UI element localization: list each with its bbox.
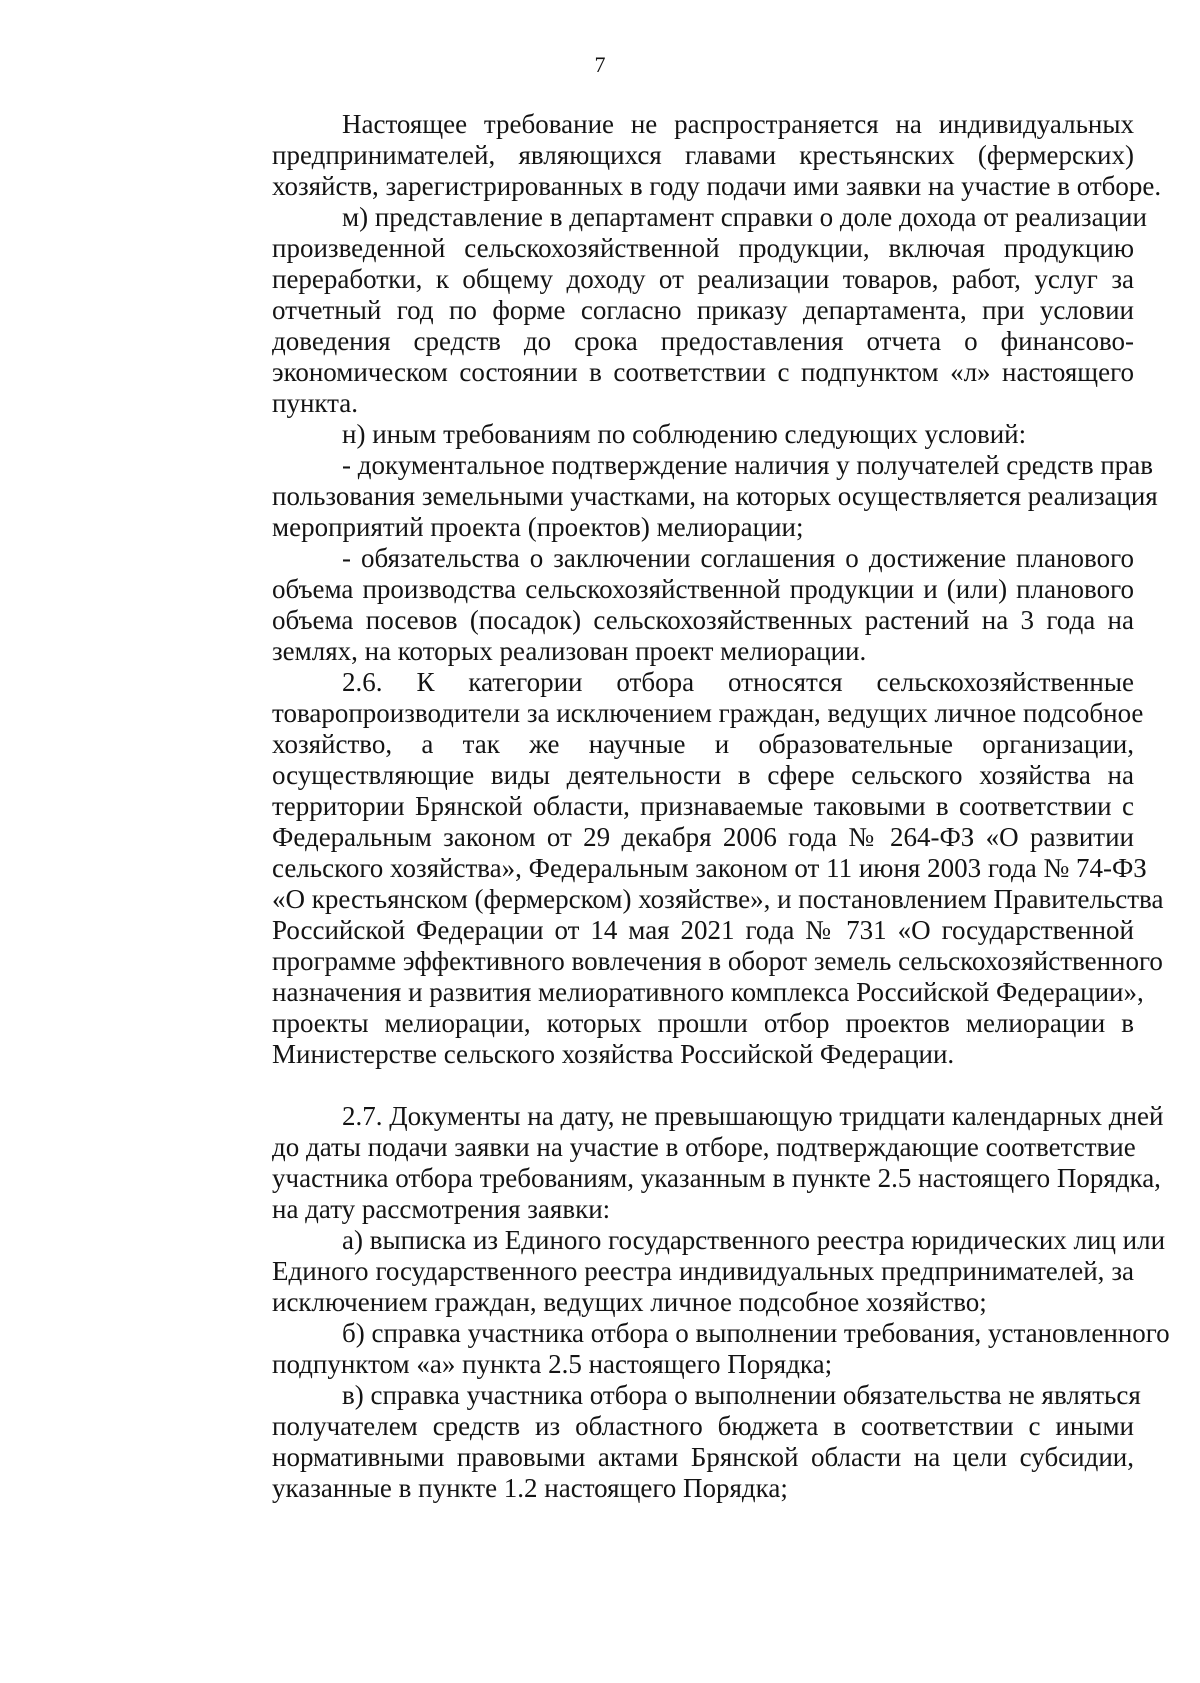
text-line: б) справка участника отбора о выполнении требования, установленного	[342, 1318, 1170, 1348]
text-line: до даты подачи заявки на участие в отборе, подтверждающие соответствие	[272, 1132, 1136, 1162]
text-line: товаропроизводители за исключением граждан, ведущих личное подсобное	[272, 698, 1144, 728]
text-line: экономическом состоянии в соответствии с подпунктом «л» настоящего	[272, 357, 1134, 387]
text-line: осуществляющие виды деятельности в сфере сельского хозяйства на	[272, 760, 1134, 790]
text-line: участника отбора требованиям, указанным в пункте 2.5 настоящего Порядка,	[272, 1163, 1161, 1193]
text-line: указанные в пункте 1.2 настоящего Порядка;	[272, 1473, 788, 1503]
text-line: доведения средств до срока предоставления отчета о финансово-	[272, 326, 1134, 356]
text-line: Настоящее требование не распространяется на индивидуальных	[342, 109, 1134, 139]
text-line: в) справка участника отбора о выполнении обязательства не являться	[342, 1380, 1141, 1410]
text-line: м) представление в департамент справки о доле дохода от реализации	[342, 202, 1147, 232]
text-line: нормативными правовыми актами Брянской области на цели субсидии,	[272, 1442, 1134, 1472]
text-line: хозяйств, зарегистрированных в году подачи ими заявки на участие в отборе.	[272, 171, 1162, 201]
text-line: - обязательства о заключении соглашения о достижение планового	[342, 543, 1134, 573]
text-line: программе эффективного вовлечения в оборот земель сельскохозяйственного	[272, 946, 1163, 976]
text-line: получателем средств из областного бюджета в соответствии с иными	[272, 1411, 1134, 1441]
paragraph-p6	[202, 667, 1164, 1070]
paragraph-p4	[202, 450, 1158, 543]
text-line: Министерстве сельского хозяйства Российской Федерации.	[272, 1039, 955, 1069]
text-line: землях, на которых реализован проект мелиорации.	[272, 636, 867, 666]
text-line: «О крестьянском (фермерском) хозяйстве», и постановлением Правительства	[272, 884, 1164, 914]
text-line: пункта.	[272, 388, 359, 418]
text-line: объема производства сельскохозяйственной продукции и (или) планового	[272, 574, 1134, 604]
text-line: Российской Федерации от 14 мая 2021 года № 731 «О государственной	[272, 915, 1134, 945]
text-line: предпринимателей, являющихся главами крестьянских (фермерских)	[272, 140, 1134, 170]
text-line: объема посевов (посадок) сельскохозяйственных растений на 3 года на	[272, 605, 1134, 635]
text-line: мероприятий проекта (проектов) мелиорации;	[272, 512, 804, 542]
text-line: территории Брянской области, признаваемые таковыми в соответствии с	[272, 791, 1134, 821]
text-line: а) выписка из Единого государственного реестра юридических лиц или	[342, 1225, 1166, 1255]
text-line: - документальное подтверждение наличия у получателей средств прав	[342, 450, 1154, 480]
paragraph-p8	[202, 1225, 1166, 1318]
text-line: на дату рассмотрения заявки:	[272, 1194, 611, 1224]
text-line: 2.7. Документы на дату, не превышающую тридцати календарных дней	[342, 1101, 1164, 1131]
text-line: проекты мелиорации, которых прошли отбор проектов мелиорации в	[272, 1008, 1134, 1038]
text-line: пользования земельными участками, на которых осуществляется реализация	[272, 481, 1158, 511]
text-line: 2.6. К категории отбора относятся сельскохозяйственные	[342, 667, 1134, 697]
document-body	[202, 109, 1170, 1504]
page-number: 7	[594, 52, 606, 77]
text-line: Федеральным законом от 29 декабря 2006 года № 264-ФЗ «О развитии	[272, 822, 1134, 852]
text-line: отчетный год по форме согласно приказу департамента, при условии	[272, 295, 1134, 325]
text-line: хозяйство, а так же научные и образовательные организации,	[272, 729, 1134, 759]
paragraph-p10	[202, 1380, 1141, 1504]
text-line: сельского хозяйства», Федеральным законом от 11 июня 2003 года № 74-ФЗ	[272, 853, 1147, 883]
text-line: исключением граждан, ведущих личное подсобное хозяйство;	[272, 1287, 987, 1317]
text-line: назначения и развития мелиоративного комплекса Российской Федерации»,	[272, 977, 1144, 1007]
paragraph-p3	[202, 419, 1134, 450]
text-line: подпунктом «а» пункта 2.5 настоящего Порядка;	[272, 1349, 833, 1379]
text-line: произведенной сельскохозяйственной продукции, включая продукцию	[272, 233, 1134, 263]
text-line: Единого государственного реестра индивидуальных предпринимателей, за	[272, 1256, 1134, 1286]
paragraph-p2	[202, 202, 1147, 419]
text-line: н) иным требованиям по соблюдению следующих условий:	[342, 419, 1027, 449]
paragraph-p9	[202, 1318, 1170, 1380]
paragraph-p7	[202, 1101, 1164, 1225]
text-line: переработки, к общему доходу от реализации товаров, работ, услуг за	[272, 264, 1134, 294]
paragraph-p1	[202, 109, 1162, 202]
paragraph-p5	[202, 543, 1134, 667]
